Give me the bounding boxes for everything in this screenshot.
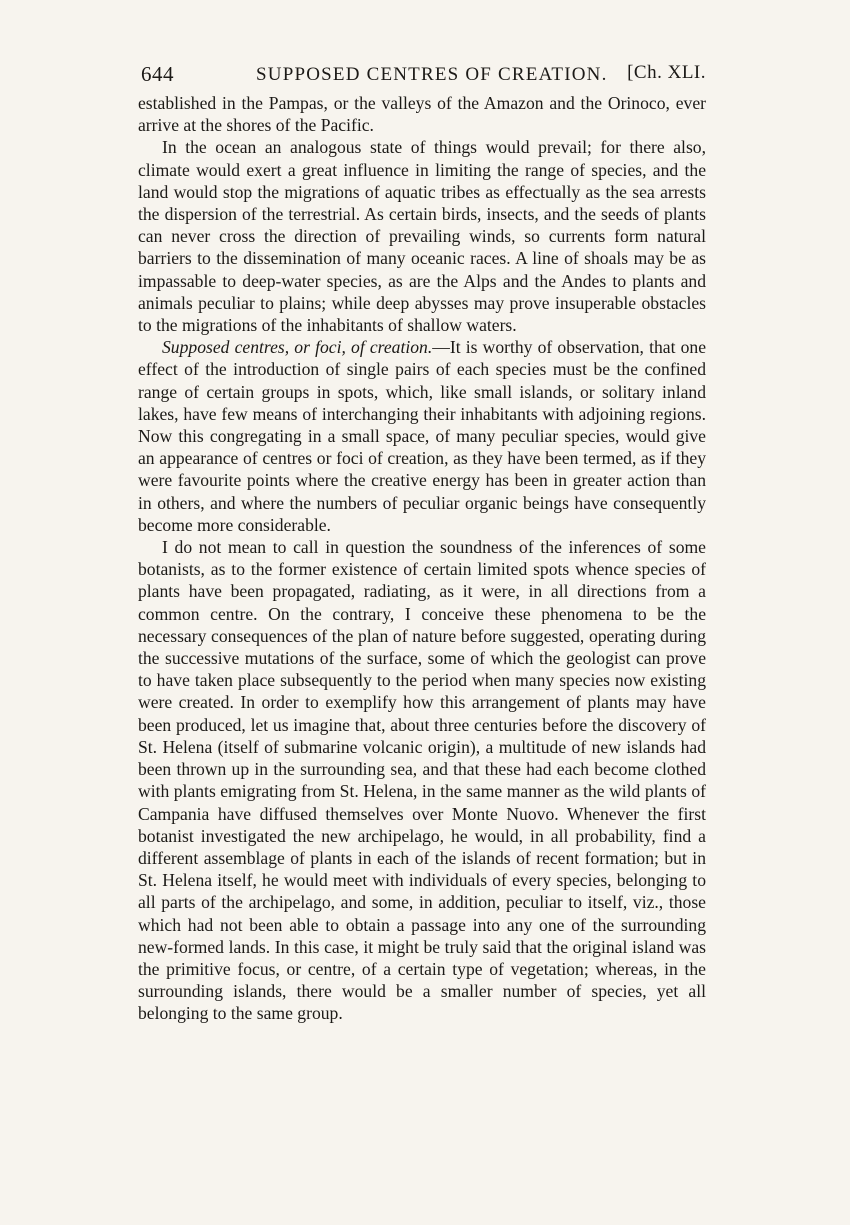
running-header: [138, 58, 706, 92]
chapter-reference: [Ch. XLI.: [627, 62, 706, 83]
body-text: [138, 92, 706, 1025]
paragraph-text: —It is worthy of observation, that one effect of the introduction of single pairs of each species must be the confined range of certain groups in spots, which, like small islands, or solitary inland lakes, have few means of interchanging their inhabitants with adjoining regions. Now this congregating in a small space, of many peculiar species, would give an appearance of centres or foci of creation, as they have been termed, as if they were favourite points where the creative energy has been in greater action than in others, and where the numbers of peculiar organic beings have consequently become more considerable.: [138, 337, 707, 535]
section-lead-heading: Supposed centres, or foci, of creation.: [162, 337, 433, 358]
paragraph-text: In the ocean an analogous state of things would prevail; for there also, climate would exert a great influence in limiting the range of species, and the land would stop the migrations of aquatic tribes as effectually as the sea arrests the dispersion of the terrestrial. As certain birds, insects, and the seeds of plants can never cross the direction of prevailing winds, so currents form natural barriers to the dissemination of many oceanic races. A line of shoals may be as impassable to deep-water species, as are the Alps and the Andes to plants and animals peculiar to plains; while deep abysses may prove insuperable obstacles to the migrations of the inhabitants of shallow waters.: [138, 137, 706, 336]
running-title: SUPPOSED CENTRES OF CREATION.: [256, 64, 608, 85]
paragraph-centres-of-creation: [138, 336, 706, 536]
paragraph-continued: [138, 92, 706, 136]
book-page: [138, 58, 706, 1025]
paragraph-text: I do not mean to call in question the soundness of the inferences of some botanists, as to the former existence of certain limited spots whence species of plants have been propagated, radiating, as it were, in all directions from a common centre. On the contrary, I conceive these phenomena to be the necessary consequences of the plan of nature before suggested, operating during the successive mutations of the surface, some of which the geologist can prove to have taken place subsequently to the period when many species now existing were created. In order to exemplify how this arrangement of plants may have been produced, let us imagine that, about three centuries before the discovery of St. Helena (itself of submarine volcanic origin), a multitude of new islands had been thrown up in the surrounding sea, and that these had each become clothed with plants emigrating from St. Helena, in the same manner as the wild plants of Campania have diffused themselves over Monte Nuovo. Whenever the first botanist investigated the new archipelago, he would, in all probability, find a different assemblage of plants in each of the islands of recent formation; but in St. Helena itself, he would meet with individuals of every species, belonging to all parts of the archipelago, and some, in addition, peculiar to itself, viz., those which had not been able to obtain a passage into any one of the surrounding new-formed lands. In this case, it might be truly said that the original island was the primitive focus, or centre, of a certain type of vegetation; whereas, in the surrounding islands, there would be a smaller number of species, yet all belonging to the same group.: [138, 537, 706, 1024]
paragraph-botanists: [138, 536, 706, 1024]
paragraph-ocean: [138, 136, 706, 336]
page-number: 644: [141, 62, 174, 86]
paragraph-text: established in the Pampas, or the valleys of the Amazon and the Orinoco, ever arrive at the shores of the Pacific.: [138, 93, 706, 136]
